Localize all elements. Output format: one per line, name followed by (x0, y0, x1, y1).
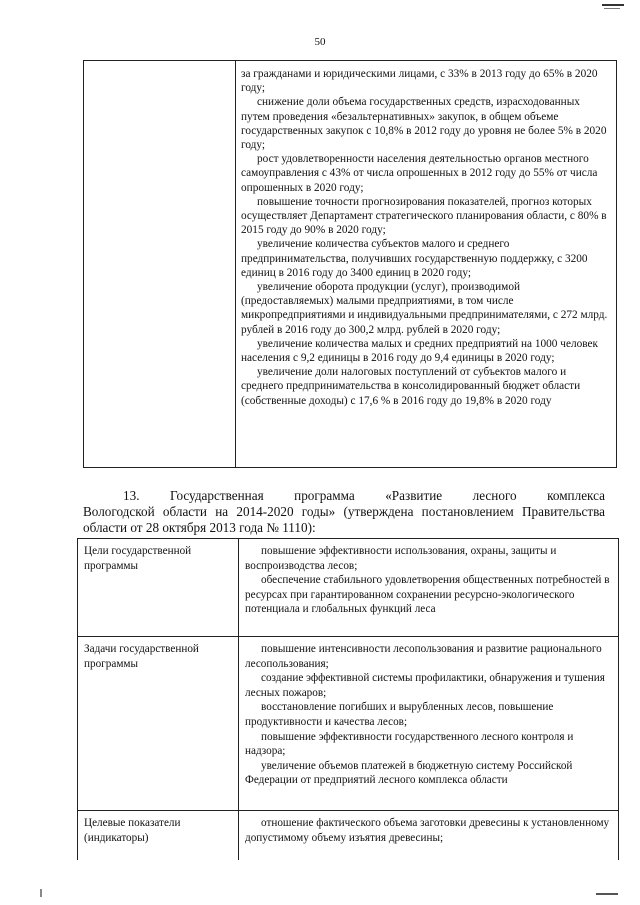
list-item: увеличение доли налоговых поступлений от субъектов малого и среднего предпринимательства в консолидированный бюджет области (собственные доходы) с 17,6 % в 2016 году до 19,8% в 2020 году (241, 366, 581, 407)
list-item: рост удовлетворенности населения деятельностью органов местного самоуправления с 43% от числа опрошенных в 2012 году до 55% от числа опрошенных в 2020 году; (241, 153, 598, 194)
continued-table (83, 60, 617, 468)
list-item: увеличение количества субъектов малого и среднего предпринимательства, получивших государственную поддержку, с 3200 единиц в 2016 году до 3400 единиц в 2020 году; (241, 238, 588, 279)
row-label: Цели государственной программы (78, 539, 239, 637)
scan-mark (602, 4, 624, 6)
row-content (239, 637, 619, 811)
section-heading-line1: 13. Государственная программа «Развитие лесного комплекса (123, 488, 605, 503)
list-item: создание эффективной системы профилактики, обнаружения и тушения лесных пожаров; (245, 672, 605, 699)
list-item: снижение доли объема государственных средств, израсходованных путем проведения «безальтернативных» закупок, в общем объеме государственных закупок с 10,8% в 2012 году до уровня не более 5% в 2020 году; (241, 96, 607, 152)
row-content (239, 811, 619, 861)
table-row (78, 539, 619, 637)
continued-text: за гражданами и юридическими лицами, с 33% в 2013 году до 65% в 2020 году; (241, 68, 598, 95)
empty-label-cell (84, 61, 236, 468)
list-item: повышение эффективности государственного лесного контроля и надзора; (245, 730, 574, 758)
row-label: Целевые показатели (индикаторы) (78, 811, 239, 861)
page-number: 50 (314, 36, 326, 48)
section-heading-rest: Вологодской области на 2014-2020 годы» (утверждена постановлением Правительства области от 28 октября 2013 года № 1110): (83, 504, 605, 536)
program-table (77, 538, 619, 860)
scan-mark (596, 893, 618, 895)
list-item: отношение фактического объема заготовки древесины к установленному допустимому объему изъятия древесины; (245, 817, 610, 844)
scan-mark (40, 889, 42, 897)
section-heading (83, 488, 605, 537)
list-item: увеличение оборота продукции (услуг), производимой (предоставляемых) малыми предприятиями, в том числе микропредприятиями и индивидуальными предпринимателями, с 272 млрд. рублей в 2016 году до 300,2 млрд. рублей в 2020 году; (241, 281, 608, 336)
row-content (239, 539, 619, 637)
list-item: повышение интенсивности лесопользования и развитие рационального лесопользования; (245, 643, 602, 670)
list-item: увеличение объемов платежей в бюджетную систему Российской Федерации от предприятий лесного комплекса области (245, 759, 573, 787)
list-item: повышение точности прогнозирования показателей, прогноз которых осуществляет Департамент стратегического планирования области, с 80% в 2015 году до 90% в 2020 году; (241, 195, 607, 237)
scan-mark (604, 8, 620, 9)
table-row (78, 811, 619, 861)
row-label: Задачи государственной программы (78, 637, 239, 811)
list-item: повышение эффективности использования, охраны, защиты и воспроизводства лесов; (245, 545, 557, 572)
table-row (78, 637, 619, 811)
list-item: восстановление погибших и вырубленных лесов, повышение продуктивности и качества лесов; (245, 701, 554, 728)
indicators-cell (236, 61, 617, 468)
list-item: увеличение количества малых и средних предприятий на 1000 человек населения с 9,2 единицы в 2016 году до 9,4 единицы в 2020 году; (241, 337, 599, 365)
list-item: обеспечение стабильного удовлетворения общественных потребностей в ресурсах при гарантированном сохранении ресурсно-экологического потенциала и глобальных функций леса (245, 574, 610, 616)
